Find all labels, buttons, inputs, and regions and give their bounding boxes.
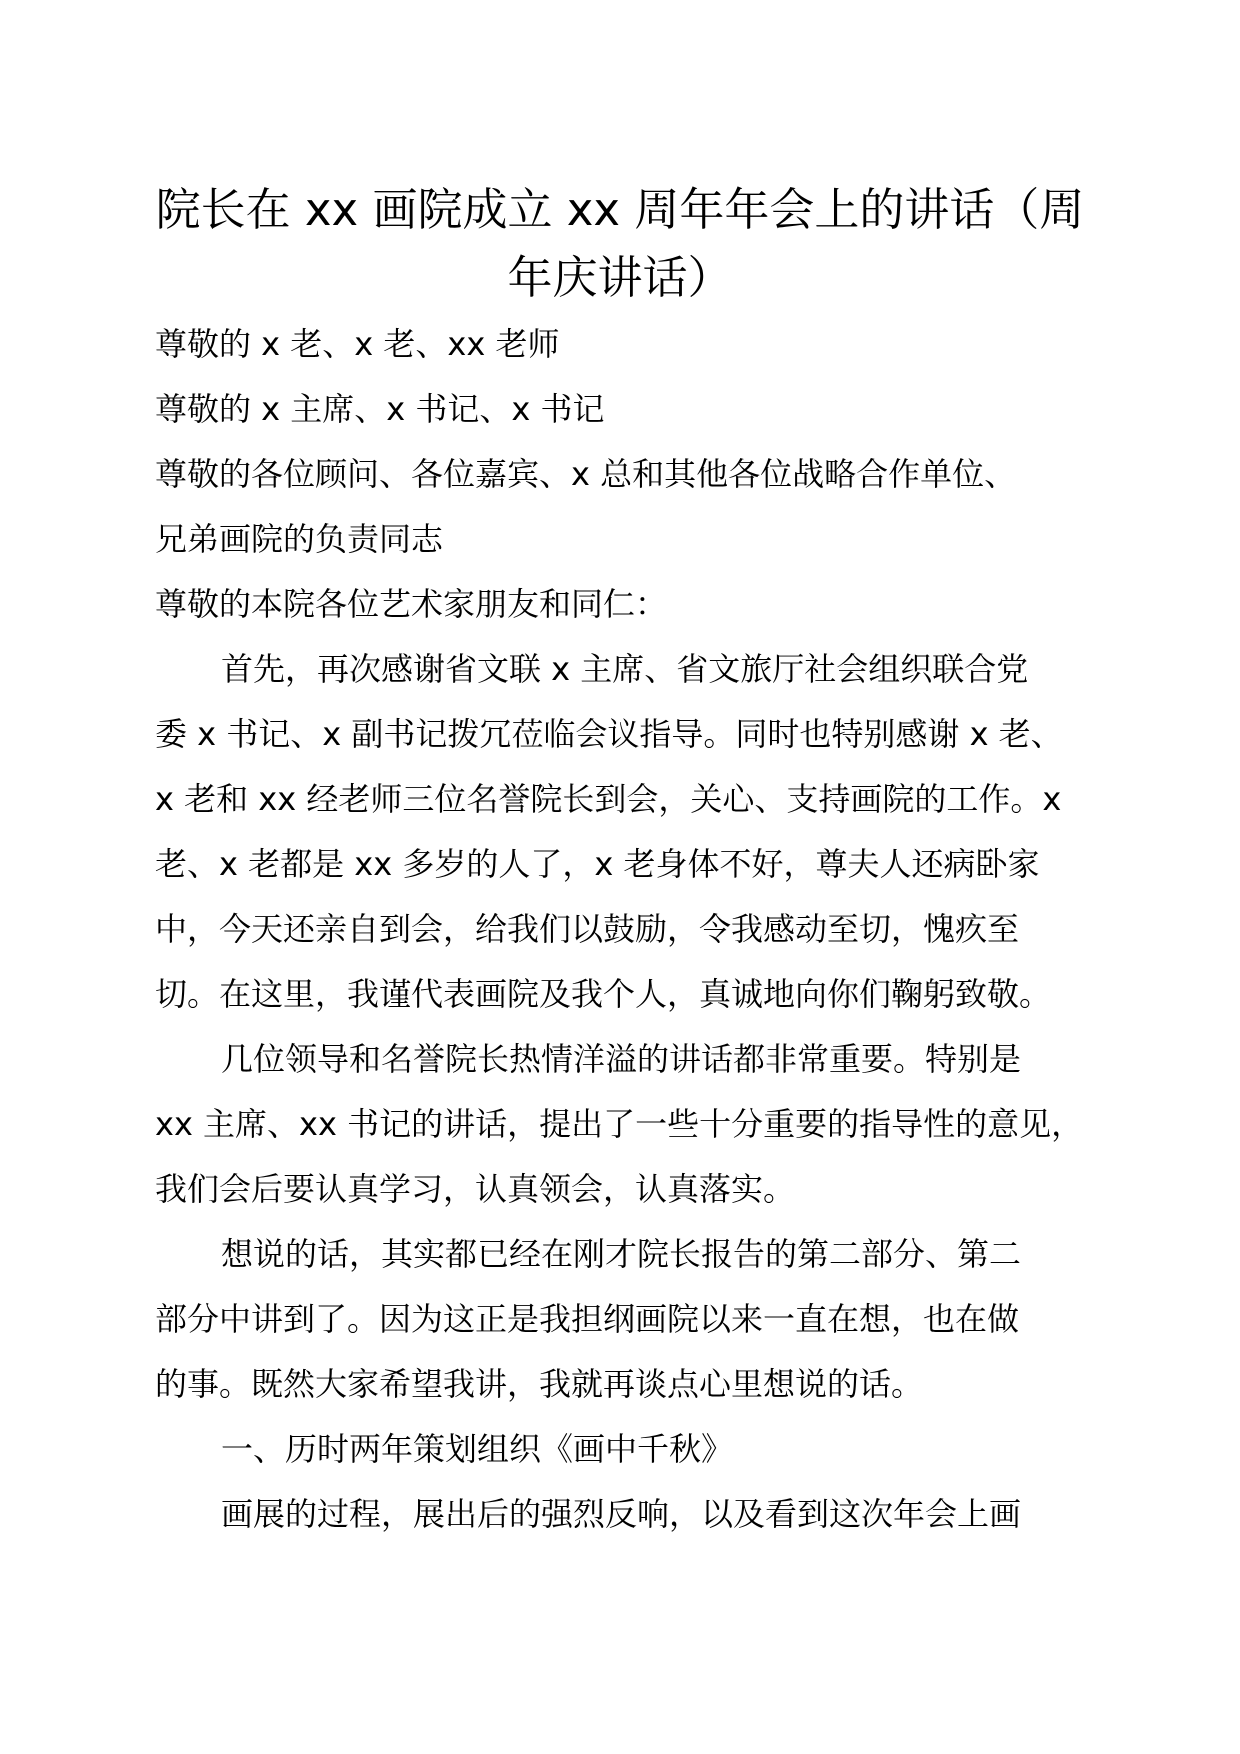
paragraph-1-line-2: 委 x 书记、x 副书记拨冗莅临会议指导。同时也特别感谢 x 老、	[155, 715, 1063, 753]
paragraph-2-line-2: xx 主席、xx 书记的讲话，提出了一些十分重要的指导性的意见，	[155, 1105, 1084, 1143]
title-line-2: 年庆讲话）	[507, 251, 733, 304]
paragraph-3-line-1: 想说的话，其实都已经在刚才院长报告的第二部分、第二	[221, 1235, 1022, 1273]
salutation-line-5: 尊敬的本院各位艺术家朋友和同仁：	[155, 585, 668, 623]
paragraph-1-line-1: 首先，再次感谢省文联 x 主席、省文旅厅社会组织联合党	[221, 650, 1029, 688]
paragraph-1-line-4: 老、x 老都是 xx 多岁的人了，x 老身体不好，尊夫人还病卧家	[155, 845, 1040, 883]
document-title	[150, 176, 1090, 312]
section-heading-1: 一、历时两年策划组织《画中千秋》	[221, 1430, 734, 1468]
salutation-line-1: 尊敬的 x 老、x 老、xx 老师	[155, 325, 560, 363]
paragraph-1-line-3: x 老和 xx 经老师三位名誉院长到会，关心、支持画院的工作。x	[155, 780, 1062, 818]
paragraph-2-line-3: 我们会后要认真学习，认真领会，认真落实。	[155, 1170, 796, 1208]
paragraph-1-line-6: 切。在这里，我谨代表画院及我个人，真诚地向你们鞠躬致敬。	[155, 975, 1052, 1013]
salutation-line-3: 尊敬的各位顾问、各位嘉宾、x 总和其他各位战略合作单位、	[155, 455, 1017, 493]
paragraph-3-line-3: 的事。既然大家希望我讲，我就再谈点心里想说的话。	[155, 1365, 924, 1403]
salutation-line-2: 尊敬的 x 主席、x 书记、x 书记	[155, 390, 605, 428]
paragraph-2-line-1: 几位领导和名誉院长热情洋溢的讲话都非常重要。特别是	[221, 1040, 1022, 1078]
document-body	[155, 312, 1085, 1547]
salutation-line-4: 兄弟画院的负责同志	[155, 520, 444, 558]
paragraph-1-line-5: 中，今天还亲自到会，给我们以鼓励，令我感动至切，愧疚至	[155, 910, 1020, 948]
title-line-1: 院长在 xx 画院成立 xx 周年年会上的讲话（周	[155, 183, 1085, 236]
paragraph-3-line-2: 部分中讲到了。因为这正是我担纲画院以来一直在想，也在做	[155, 1300, 1020, 1338]
paragraph-4-line-1: 画展的过程，展出后的强烈反响，以及看到这次年会上画	[221, 1495, 1022, 1533]
